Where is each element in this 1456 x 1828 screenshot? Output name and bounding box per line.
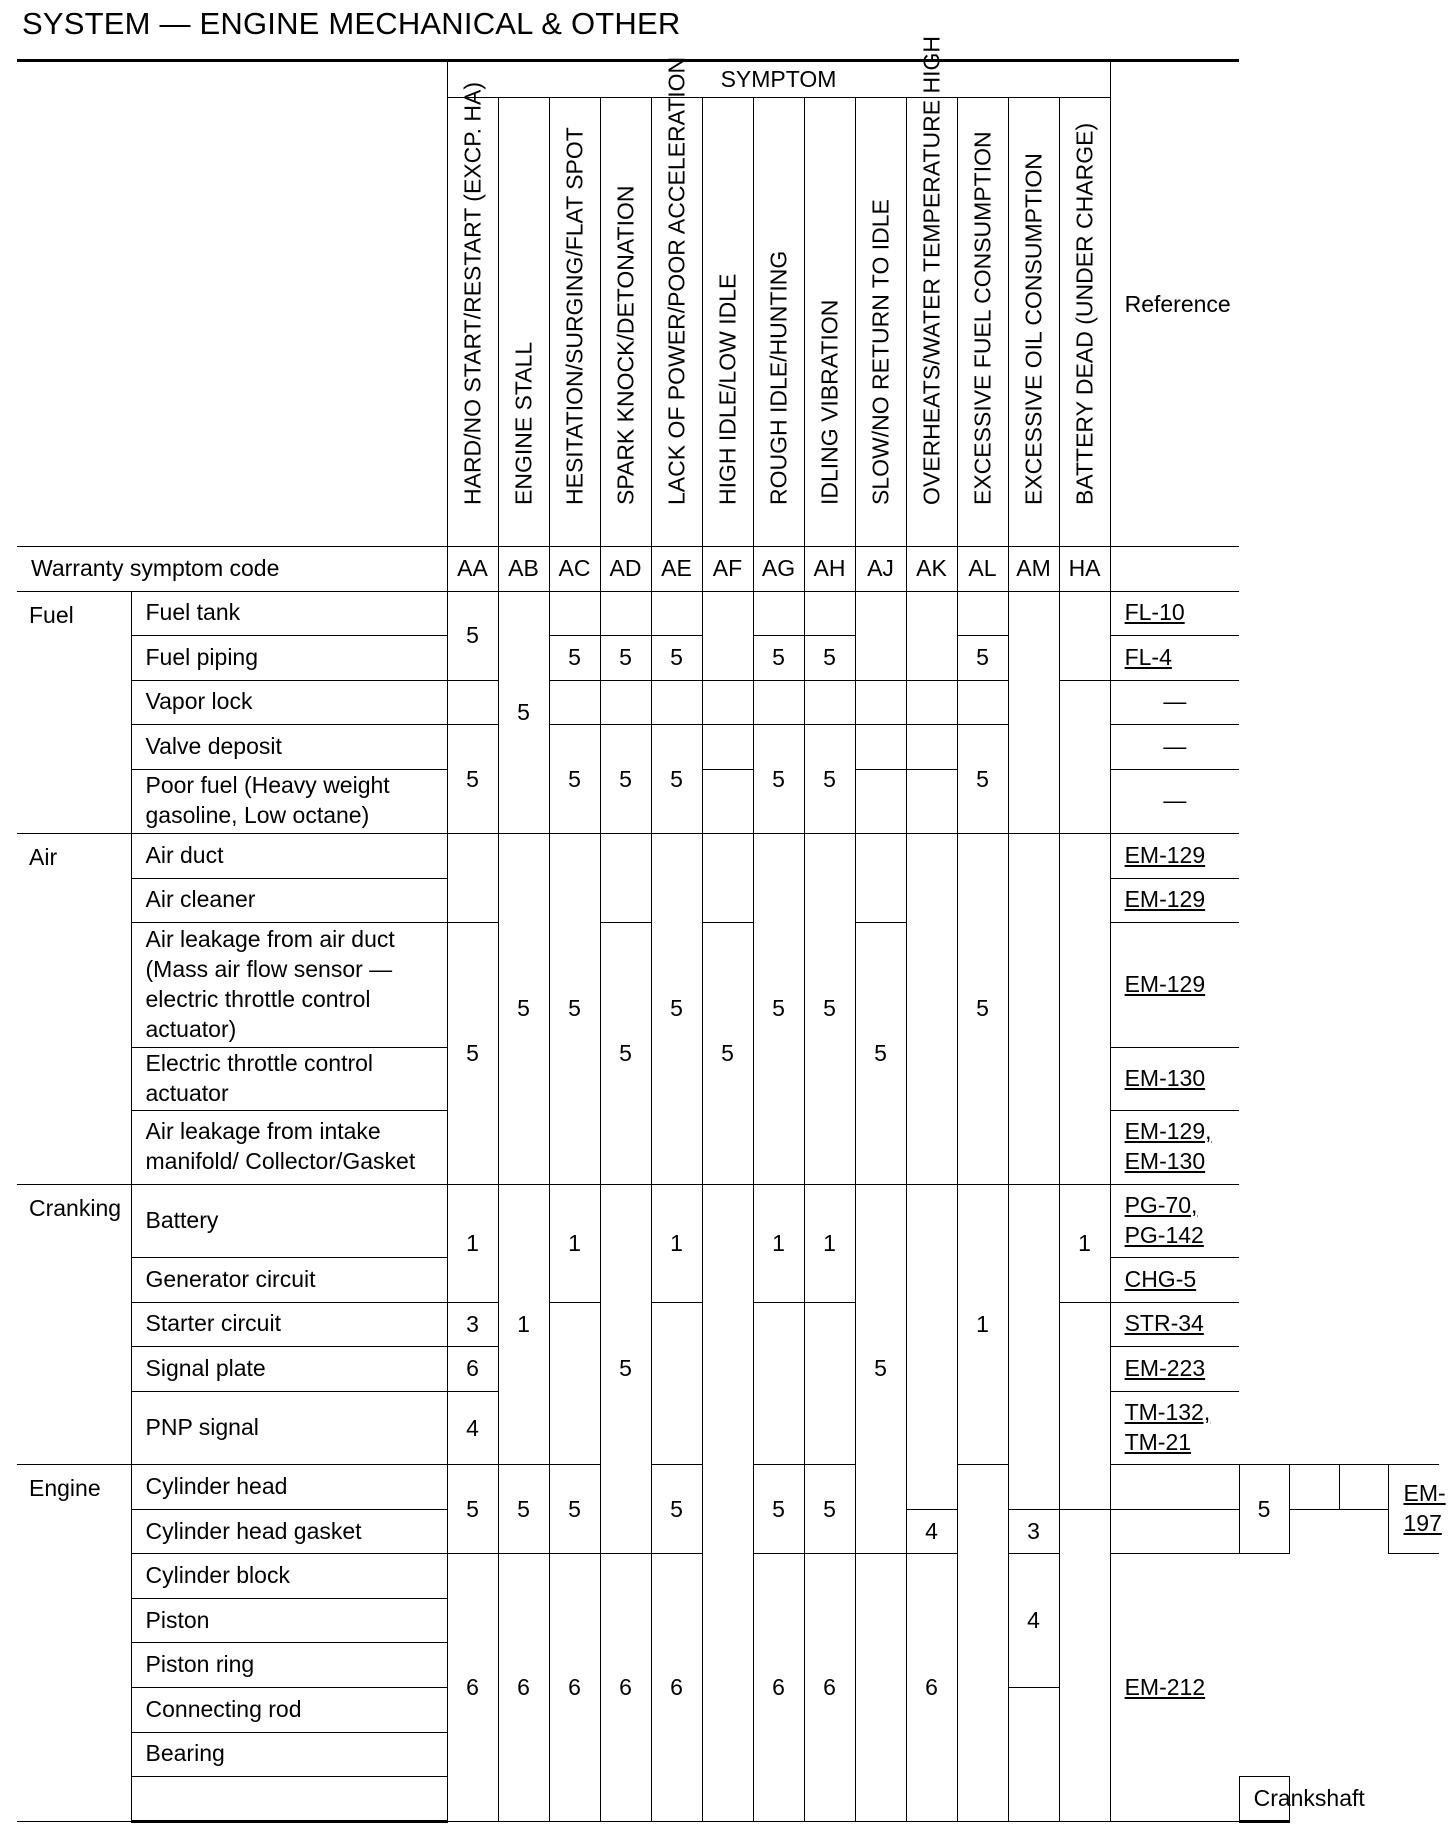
reference-link[interactable] (1110, 636, 1239, 681)
cell-empty (702, 725, 753, 770)
reference-link-text[interactable]: PG-142 (1124, 1221, 1204, 1248)
cell-value: 6 (753, 1554, 804, 1822)
symptom-name: SPARK KNOCK/DETONATION (600, 98, 651, 547)
cell-value: 4 (1008, 1554, 1059, 1688)
cell-value: 5 (957, 725, 1008, 834)
cell-value: 6 (906, 1554, 957, 1822)
item-label: Signal plate (131, 1347, 447, 1392)
symptom-name: HIGH IDLE/LOW IDLE (702, 98, 753, 547)
cell-value: 6 (600, 1554, 651, 1822)
cell-empty (957, 1465, 1008, 1822)
cell-empty (651, 680, 702, 725)
cell-empty (651, 1302, 702, 1465)
cell-value: 5 (957, 833, 1008, 1184)
reference-link[interactable] (1110, 1047, 1239, 1110)
reference-link-text[interactable]: FL-4 (1124, 643, 1172, 670)
item-label: Starter circuit (131, 1302, 447, 1347)
diagnosis-table (17, 36, 1446, 1823)
cell-value: 5 (855, 1184, 906, 1554)
symptom-name: EXCESSIVE FUEL CONSUMPTION (957, 98, 1008, 547)
cell-empty (957, 591, 1008, 636)
cell-value: 5 (498, 833, 549, 1184)
symptom-name: BATTERY DEAD (UNDER CHARGE) (1059, 98, 1110, 547)
symptom-code: AM (1008, 547, 1059, 592)
cell-empty (1008, 591, 1059, 833)
cell-value: 5 (855, 923, 906, 1184)
cell-empty (957, 680, 1008, 725)
cell-empty (753, 1302, 804, 1465)
symptom-code: AC (549, 547, 600, 592)
reference-link[interactable] (1110, 591, 1239, 636)
system-label-engine: Engine (17, 1465, 131, 1822)
cell-value: 6 (498, 1554, 549, 1822)
item-label: Connecting rod (131, 1688, 447, 1733)
cell-empty (1059, 591, 1110, 680)
cell-value: 5 (447, 591, 498, 680)
reference-link[interactable] (1110, 833, 1239, 878)
cell-value: 5 (753, 833, 804, 1184)
cell-value: 6 (804, 1554, 855, 1822)
symptom-code: AA (447, 547, 498, 592)
item-label: Cylinder head gasket (131, 1509, 447, 1554)
cell-empty (1008, 1184, 1059, 1509)
cell-empty (549, 591, 600, 636)
cell-empty (855, 1554, 906, 1822)
symptom-code: AB (498, 547, 549, 592)
cell-empty (1059, 1302, 1110, 1509)
warranty-label: Warranty symptom code (17, 547, 447, 592)
item-label: Bearing (131, 1732, 447, 1777)
reference-link[interactable] (1110, 923, 1239, 1048)
cell-empty (447, 833, 498, 922)
cell-value: 5 (600, 923, 651, 1184)
system-label-fuel: Fuel (17, 591, 131, 833)
reference-link-text[interactable]: CHG-5 (1124, 1265, 1197, 1292)
cell-value: 5 (651, 1465, 702, 1554)
reference-link-text[interactable]: EM-129 (1124, 971, 1206, 998)
cell-empty (702, 833, 753, 922)
cell-empty (1059, 680, 1110, 833)
cell-value: 5 (651, 833, 702, 1184)
item-label: Generator circuit (131, 1258, 447, 1303)
item-label: Crankshaft (1239, 1777, 1289, 1822)
cell-empty (702, 680, 753, 725)
reference-link-text[interactable]: EM-130 (1124, 1065, 1206, 1092)
cell-value: 3 (1008, 1509, 1059, 1554)
cell-empty (906, 591, 957, 680)
item-label: PNP signal (131, 1391, 447, 1465)
system-label-cranking: Cranking (17, 1184, 131, 1465)
symptom-code: AK (906, 547, 957, 592)
cell-value: 5 (1239, 1465, 1289, 1554)
cell-value: 6 (549, 1554, 600, 1822)
cell-empty (906, 769, 957, 833)
item-label: Valve deposit (131, 725, 447, 770)
reference-link-text[interactable]: EM-223 (1124, 1355, 1206, 1382)
cell-value: 5 (600, 725, 651, 834)
cell-value: 5 (702, 923, 753, 1184)
item-label: Piston (131, 1598, 447, 1643)
item-label: Fuel tank (131, 591, 447, 636)
reference-link-text[interactable]: EM-129, (1124, 1118, 1212, 1145)
cell-value: 5 (447, 1465, 498, 1554)
cell-empty (651, 591, 702, 636)
cell-value: 5 (651, 725, 702, 834)
cell-value: 5 (753, 725, 804, 834)
symptom-code: AE (651, 547, 702, 592)
cell-empty (855, 591, 906, 680)
reference-link[interactable] (1110, 1110, 1239, 1184)
cell-value: 5 (753, 1465, 804, 1554)
reference-link[interactable] (1110, 1391, 1239, 1465)
cell-empty (855, 680, 906, 725)
page-title: SYSTEM — ENGINE MECHANICAL & OTHER (22, 6, 681, 41)
reference-link[interactable] (1110, 1184, 1239, 1258)
cell-value: 6 (447, 1554, 498, 1822)
cell-empty (600, 833, 651, 922)
symptom-name: HESITATION/SURGING/FLAT SPOT (549, 98, 600, 547)
system-label-air: Air (17, 833, 131, 1184)
reference-link[interactable] (1110, 1554, 1239, 1822)
symptom-code: AH (804, 547, 855, 592)
reference-link[interactable] (1110, 878, 1239, 923)
cell-empty (549, 680, 600, 725)
symptom-code: AG (753, 547, 804, 592)
cell-value: 5 (549, 636, 600, 681)
reference-link-text[interactable]: EM-212 (1124, 1673, 1206, 1700)
cell-empty (702, 769, 753, 833)
cell-value: 3 (447, 1302, 498, 1347)
item-label: Poor fuel (Heavy weight gasoline, Low octane) (131, 769, 447, 833)
reference-link-text[interactable]: PG-70, (1124, 1191, 1198, 1218)
cell-value: 1 (957, 1184, 1008, 1465)
cell-value: 6 (447, 1347, 498, 1392)
cell-empty (906, 1184, 957, 1509)
cell-value: 5 (600, 636, 651, 681)
cell-empty (1289, 1465, 1339, 1510)
symptom-name: SLOW/NO RETURN TO IDLE (855, 98, 906, 547)
cell-value: 1 (1059, 1184, 1110, 1302)
cell-empty (855, 833, 906, 922)
cell-value: 4 (906, 1509, 957, 1554)
cell-empty (447, 680, 498, 725)
symptom-code: HA (1059, 547, 1110, 592)
symptom-code: AD (600, 547, 651, 592)
cell-empty (1339, 1465, 1389, 1510)
cell-empty (1059, 1509, 1110, 1821)
cell-value: 5 (549, 1465, 600, 1554)
reference-link-text[interactable]: EM-130 (1124, 1148, 1206, 1175)
item-label: Vapor lock (131, 680, 447, 725)
cell-value: 5 (549, 725, 600, 834)
cell-empty (1110, 1465, 1239, 1510)
cell-value: 5 (651, 636, 702, 681)
cell-empty (753, 591, 804, 636)
cell-empty (855, 769, 906, 833)
cell-empty (1008, 833, 1059, 1184)
reference-dash: — (1110, 680, 1239, 725)
cell-empty (753, 680, 804, 725)
cell-value: 1 (804, 1184, 855, 1302)
symptom-name: EXCESSIVE OIL CONSUMPTION (1008, 98, 1059, 547)
symptom-code: AL (957, 547, 1008, 592)
item-label: Cylinder block (131, 1554, 447, 1599)
cell-empty (600, 591, 651, 636)
cell-empty (906, 833, 957, 1184)
cell-empty (804, 591, 855, 636)
reference-link-text[interactable]: EM-197 (1403, 1480, 1446, 1537)
item-label: Air cleaner (131, 878, 447, 923)
reference-header: Reference (1110, 61, 1239, 547)
reference-link-text[interactable]: STR-34 (1124, 1310, 1204, 1337)
symptom-code: AF (702, 547, 753, 592)
cell-value: 5 (804, 725, 855, 834)
symptom-name: ROUGH IDLE/HUNTING (753, 98, 804, 547)
cell-value: 5 (804, 1465, 855, 1554)
item-label: Electric throttle control actuator (131, 1047, 447, 1110)
cell-empty (906, 680, 957, 725)
cell-value: 1 (447, 1184, 498, 1302)
reference-link[interactable] (1389, 1465, 1446, 1554)
cell-empty (1008, 1688, 1059, 1822)
cell-empty (1059, 833, 1110, 1184)
cell-value: 5 (549, 833, 600, 1184)
item-label: Air leakage from intake manifold/ Collector/Gasket (131, 1110, 447, 1184)
symptom-code: AJ (855, 547, 906, 592)
reference-link-text[interactable]: TM-132, (1124, 1399, 1211, 1426)
cell-value: 5 (498, 591, 549, 833)
cell-value: 5 (600, 1184, 651, 1554)
cell-empty (855, 725, 906, 770)
item-label: Fuel piping (131, 636, 447, 681)
cell-value: 5 (804, 636, 855, 681)
symptom-header: SYMPTOM (447, 61, 1110, 98)
reference-link-text[interactable]: EM-129 (1124, 841, 1206, 868)
cell-empty (600, 680, 651, 725)
item-label: Cylinder head (131, 1465, 447, 1510)
cell-value: 1 (498, 1184, 549, 1465)
reference-dash: — (1110, 769, 1239, 833)
cell-empty (702, 1184, 753, 1821)
cell-value: 4 (447, 1391, 498, 1465)
cell-value: 5 (447, 725, 498, 834)
cell-value: 5 (804, 833, 855, 1184)
reference-link[interactable] (1110, 1258, 1239, 1303)
cell-value: 1 (753, 1184, 804, 1302)
cell-value: 5 (447, 923, 498, 1184)
item-label: Battery (131, 1184, 447, 1258)
reference-link-text[interactable]: TM-21 (1124, 1429, 1192, 1456)
reference-link-text[interactable]: FL-10 (1124, 599, 1185, 626)
symptom-name: OVERHEATS/WATER TEMPERATURE HIGH (906, 98, 957, 547)
symptom-name: LACK OF POWER/POOR ACCELERATION (651, 98, 702, 547)
reference-link[interactable] (1110, 1302, 1239, 1347)
reference-link-text[interactable]: EM-129 (1124, 886, 1206, 913)
reference-dash: — (1110, 725, 1239, 770)
header-corner (17, 61, 447, 547)
cell-empty (804, 680, 855, 725)
cell-empty (549, 1302, 600, 1465)
item-label: Piston ring (131, 1643, 447, 1688)
cell-value: 5 (753, 636, 804, 681)
cell-empty (702, 591, 753, 680)
reference-link[interactable] (1110, 1347, 1239, 1392)
cell-empty (804, 1302, 855, 1465)
symptom-name: HARD/NO START/RESTART (EXCP. HA) (447, 98, 498, 547)
cell-value: 6 (651, 1554, 702, 1822)
cell-value: 5 (498, 1465, 549, 1554)
cell-value: 1 (549, 1184, 600, 1302)
item-label: Air duct (131, 833, 447, 878)
system-blank (131, 1777, 447, 1822)
cell-empty (906, 725, 957, 770)
symptom-name: IDLING VIBRATION (804, 98, 855, 547)
item-label: Air leakage from air duct (Mass air flow sensor — electric throttle control actuator) (131, 923, 447, 1048)
cell-value: 5 (957, 636, 1008, 681)
symptom-name: ENGINE STALL (498, 98, 549, 547)
cell-value: 1 (651, 1184, 702, 1302)
